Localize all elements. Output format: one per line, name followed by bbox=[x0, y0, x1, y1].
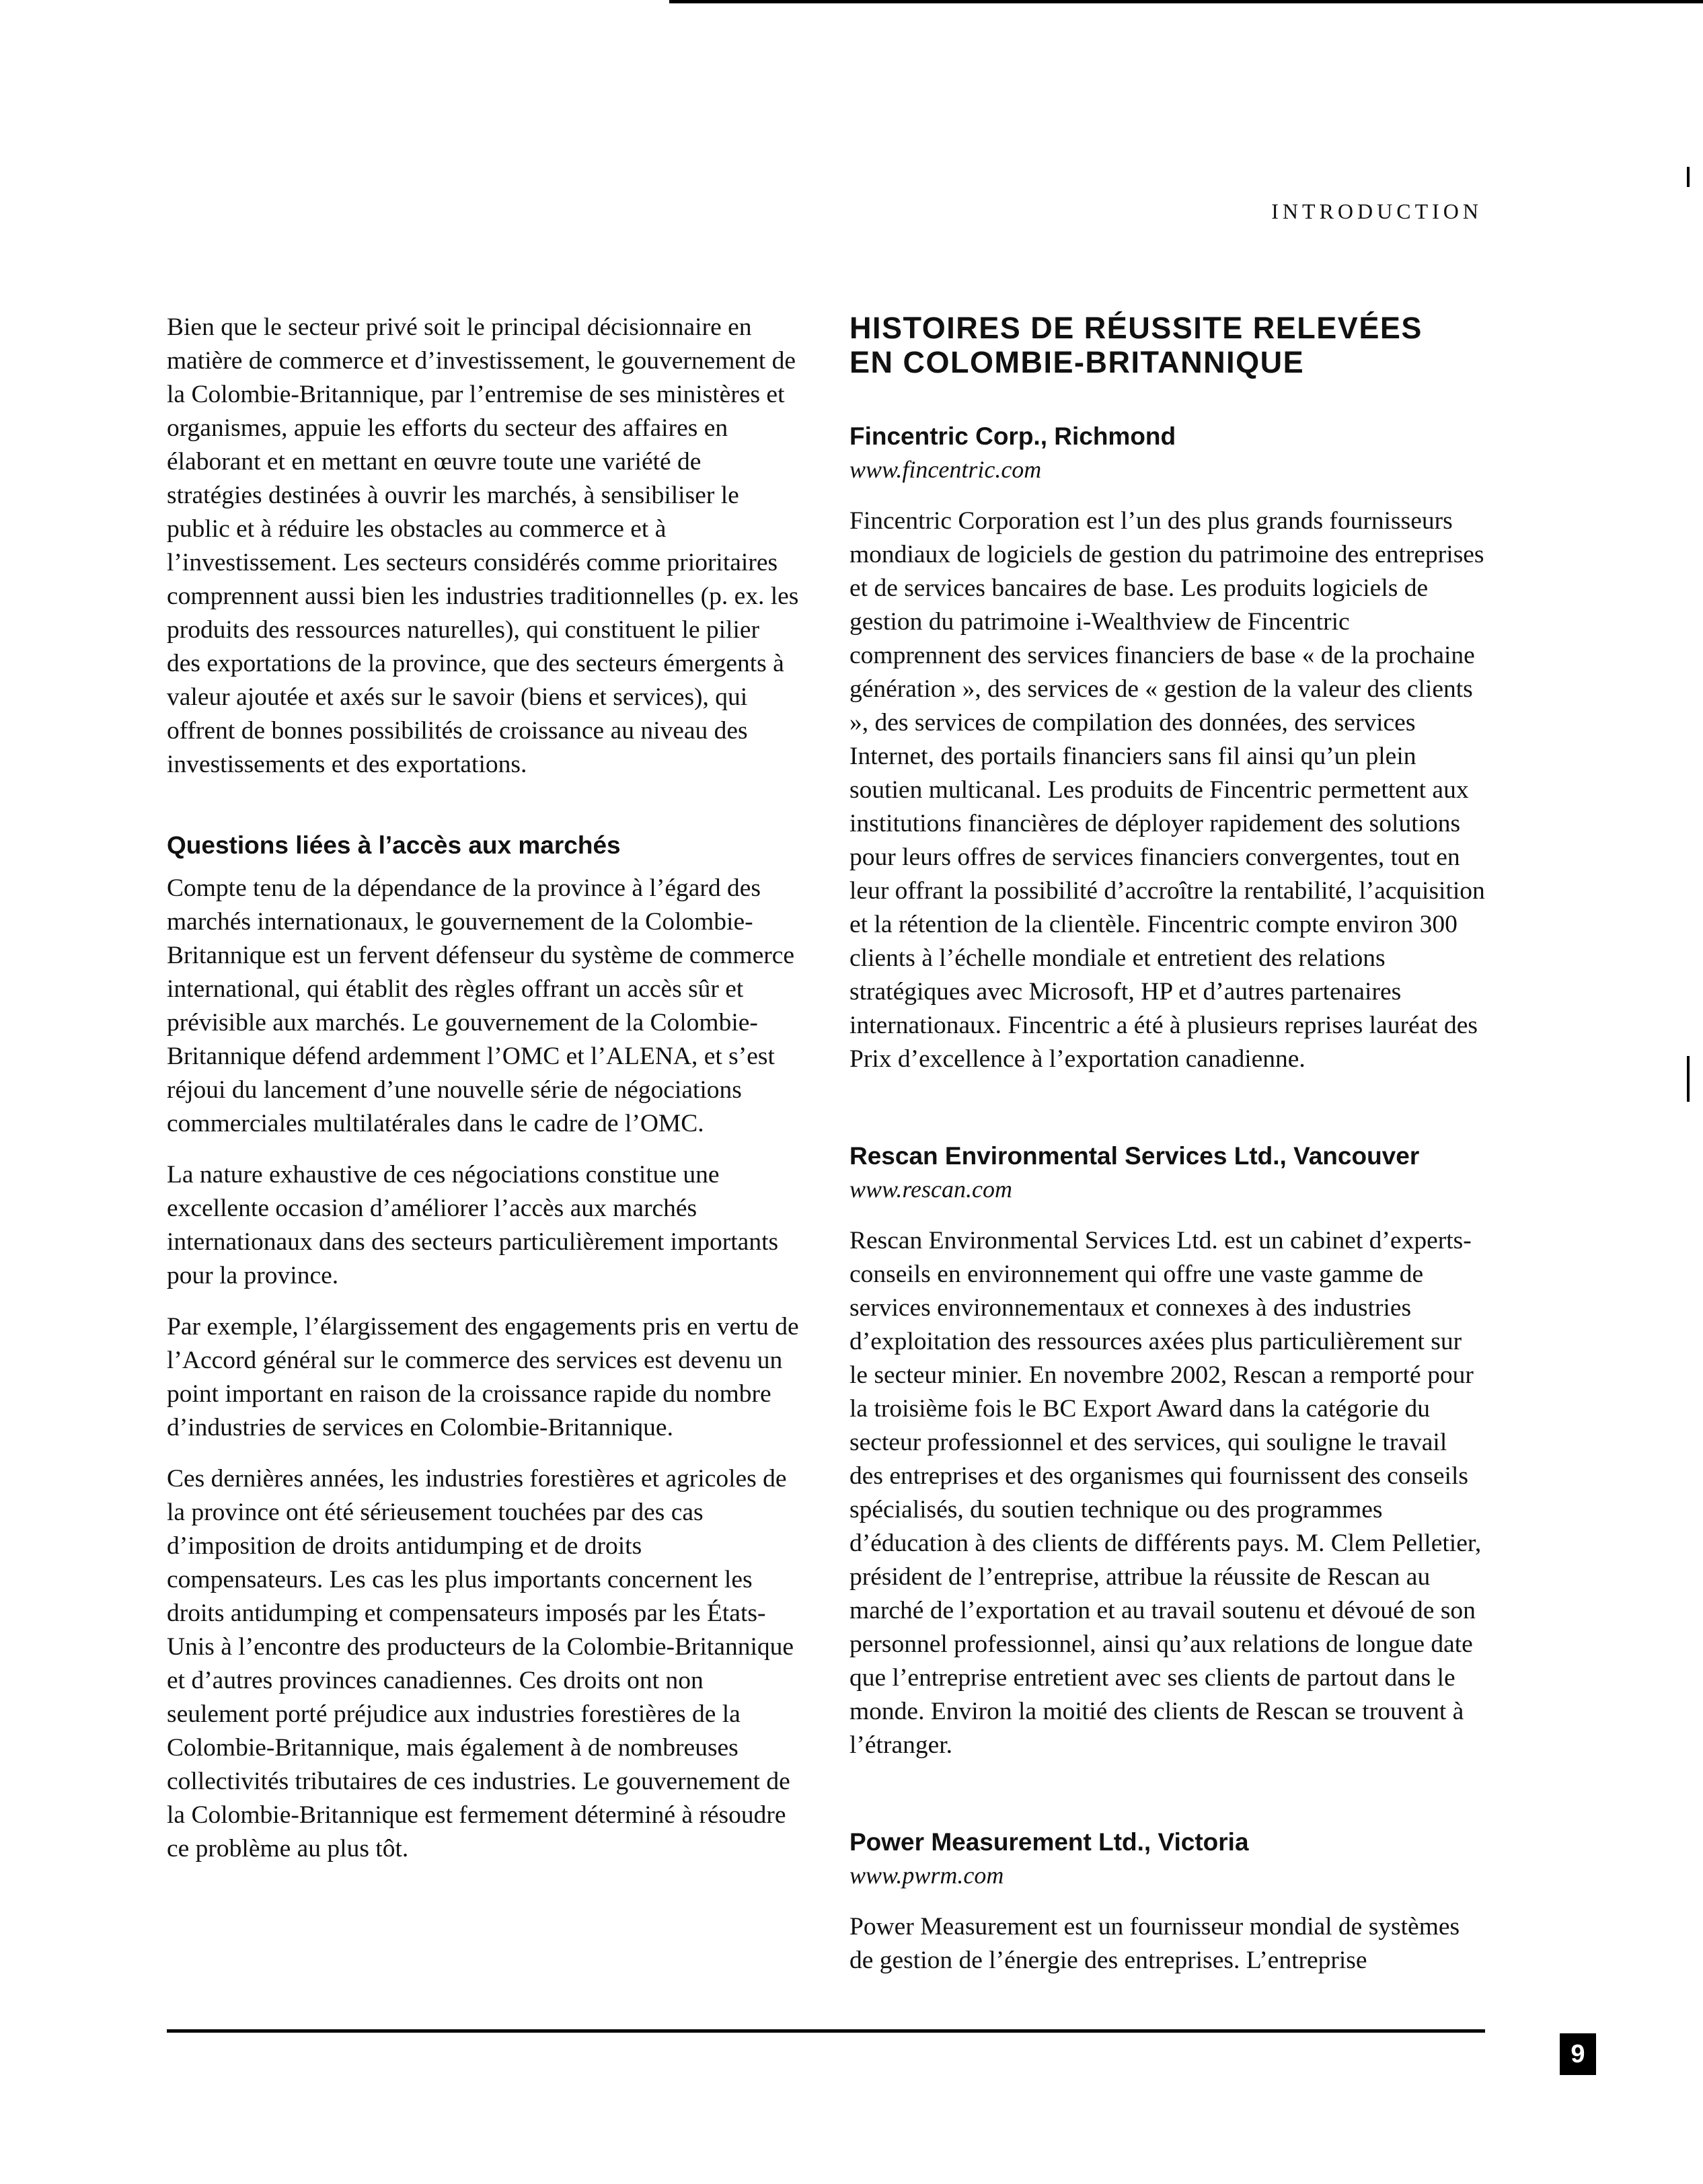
body-paragraph: La nature exhaustive de ces négociations constitue une excellente occasion d’améliorer l’accès aux marchés internationaux dans des secteurs particulièrement importants pour la province. bbox=[167, 1161, 779, 1289]
company-description: Fincentric Corporation est l’un des plus grands fournisseurs mondiaux de logiciels de gestion du patrimoine des entreprises et de services bancaires de base. Les produits logiciels de gestion du patrimoine i-Wealthview de Fincentric comprennent des services financiers de base « de la prochaine génération », des services de « gestion de la valeur des clients », des services de compilation des données, des services Internet, des portails financiers sans fil ainsi qu’un plein soutien multicanal. Les produits de Fincentric permettent aux institutions financières de déployer rapidement des solutions pour leurs offres de services financiers convergentes, tout en leur offrant la possibilité d’accroître la rentabilité, l’acquisition et la rétention de la clientèle. Fincentric compte environ 300 clients à l’échelle mondiale et entretient des relations stratégiques avec Microsoft, HP et d’autres partenaires internationaux. Fincentric a été à plusieurs reprises lauréat des Prix d’excellence à l’exportation canadienne. bbox=[849, 507, 1485, 1073]
intro-paragraph: Bien que le secteur privé soit le principal décisionnaire en matière de commerce et d’investissement, le gouvernement de la Colombie-Britannique, par l’entremise de ses ministères et organismes, appuie les efforts du secteur des affaires en élaborant et en mettant en œuvre toute une variété de stratégies destinées à ouvrir les marchés, à sensibiliser le public et à réduire les obstacles au commerce et à l’investissement. Les secteurs considérés comme prioritaires comprennent aussi bien les industries traditionnelles (p. ex. les produits des ressources naturelles), qui constituent le pilier des exportations de la province, que des secteurs émergents à valeur ajoutée et axés sur le savoir (biens et services), qui offrent de bonnes possibilités de croissance au niveau des investissements et des exportations. bbox=[167, 313, 799, 778]
company-heading: Fincentric Corp., Richmond bbox=[849, 422, 1176, 450]
company-url[interactable]: www.pwrm.com bbox=[849, 1862, 1004, 1889]
body-paragraph: Par exemple, l’élargissement des engagements pris en vertu de l’Accord général sur le commerce des services est devenu un point important en raison de la croissance rapide du nombre d’industries de services en Colombie-Britannique. bbox=[167, 1313, 799, 1441]
company-url[interactable]: www.fincentric.com bbox=[849, 456, 1042, 483]
market-access-heading: Questions liées à l’accès aux marchés bbox=[167, 831, 621, 859]
left-column bbox=[167, 311, 799, 1883]
company-heading: Power Measurement Ltd., Victoria bbox=[849, 1828, 1249, 1856]
bottom-rule bbox=[167, 2029, 1485, 2033]
company-description: Power Measurement est un fournisseur mondial de systèmes de gestion de l’énergie des entreprises. L’entreprise bbox=[849, 1913, 1460, 1974]
company-heading: Rescan Environmental Services Ltd., Vancouver bbox=[849, 1142, 1420, 1170]
scan-edge-mark bbox=[1687, 1056, 1690, 1102]
company-url[interactable]: www.rescan.com bbox=[849, 1176, 1012, 1203]
success-stories-title bbox=[849, 311, 1485, 379]
page-number: 9 bbox=[1560, 2033, 1596, 2075]
right-column bbox=[849, 311, 1485, 1995]
top-rule bbox=[669, 0, 1703, 3]
company-description: Rescan Environmental Services Ltd. est un cabinet d’experts-conseils en environnement qui offre une vaste gamme de services environnementaux et connexes à des industries d’exploitation des ressources axées plus particulièrement sur le secteur minier. En novembre 2002, Rescan a remporté pour la troisième fois le BC Export Award dans la catégorie du secteur professionnel et des services, qui souligne le travail des entreprises et des organismes qui fournissent des conseils spécialisés, du soutien technique ou des programmes d’éducation à des clients de différents pays. M. Clem Pelletier, président de l’entreprise, attribue la réussite de Rescan au marché de l’exportation et au travail soutenu et dévoué de son personnel professionnel, ainsi qu’aux relations de longue date que l’entreprise entretient avec ses clients de partout dans le monde. Environ la moitié des clients de Rescan se trouvent à l’étranger. bbox=[849, 1227, 1482, 1759]
title-line: HISTOIRES DE RÉUSSITE RELEVÉES bbox=[849, 311, 1423, 345]
body-paragraph: Ces dernières années, les industries forestières et agricoles de la province ont été sérieusement touchées par des cas d’imposition de droits antidumping et de droits compensateurs. Les cas les plus importants concernent les droits antidumping et compensateurs imposés par les États-Unis à l’encontre des producteurs de la Colombie-Britannique et d’autres provinces canadiennes. Ces droits ont non seulement porté préjudice aux industries forestières de la Colombie-Britannique, mais également à de nombreuses collectivités tributaires de ces industries. Le gouvernement de la Colombie-Britannique est fermement déterminé à résoudre ce problème au plus tôt. bbox=[167, 1465, 794, 1862]
section-label: INTRODUCTION bbox=[1271, 199, 1482, 223]
scan-edge-mark bbox=[1687, 167, 1690, 187]
title-line: EN COLOMBIE-BRITANNIQUE bbox=[849, 345, 1305, 379]
body-paragraph: Compte tenu de la dépendance de la province à l’égard des marchés internationaux, le gouvernement de la Colombie-Britannique est un fervent défenseur du système de commerce international, qui établit des règles offrant un accès sûr et prévisible aux marchés. Le gouvernement de la Colombie-Britannique défend ardemment l’OMC et l’ALENA, et s’est réjoui du lancement d’une nouvelle série de négociations commerciales multilatérales dans le cadre de l’OMC. bbox=[167, 874, 794, 1137]
